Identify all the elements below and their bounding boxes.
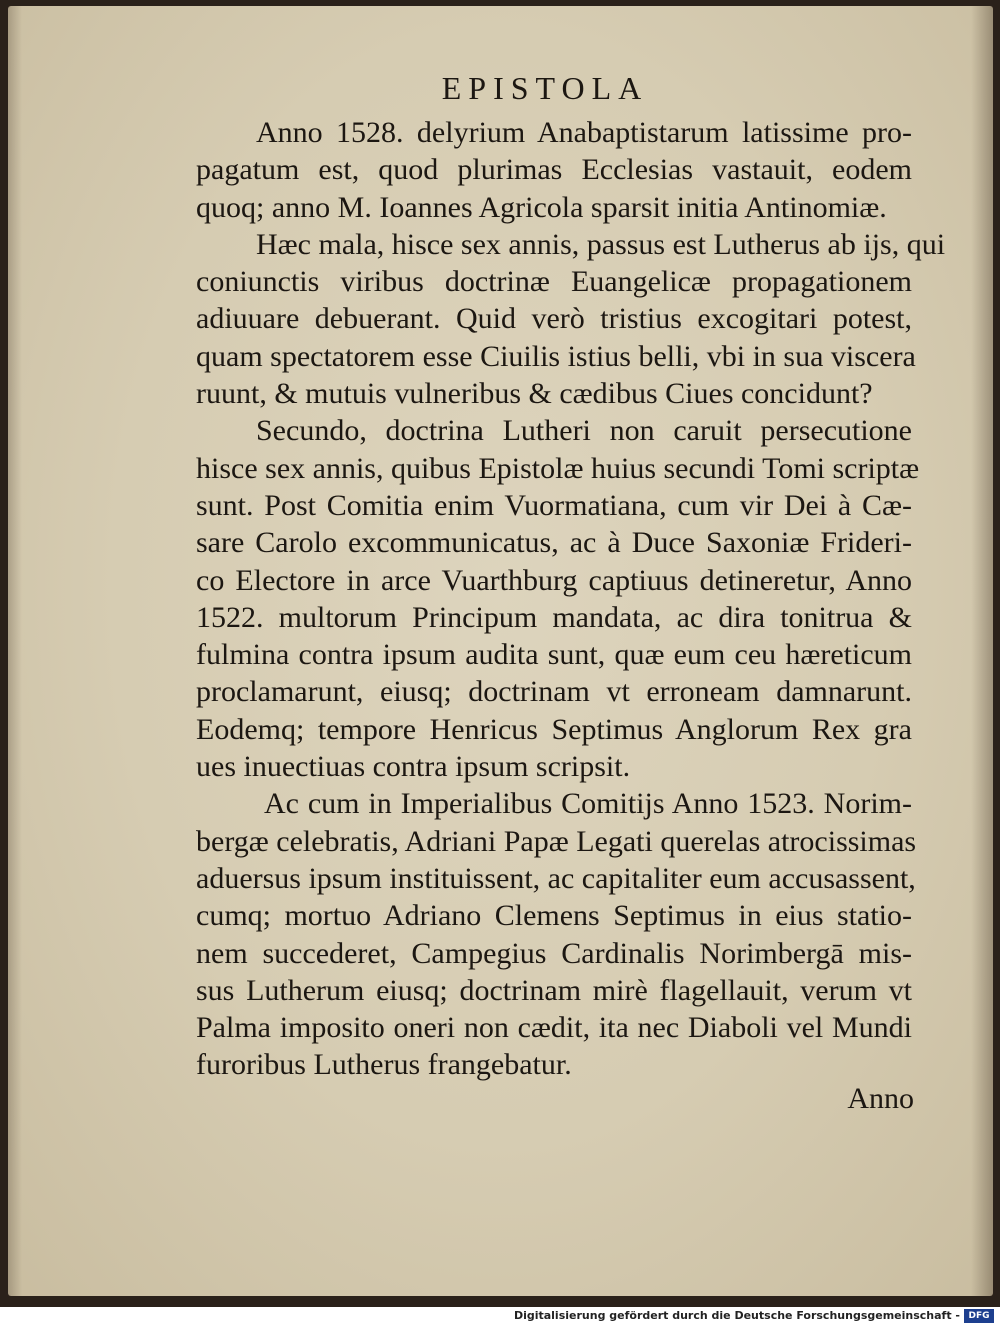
page-shadow-left [8,6,22,1296]
text-line: proclamarunt, eiusq; doctrinam vt erroneam damnarunt. [196,675,912,709]
text-line: furoribus Lutherus frangebatur. [196,1048,572,1082]
text-line: Secundo, doctrina Lutheri non caruit persecutione [256,414,912,448]
text-line: Palma imposito oneri non cædit, ita nec Diaboli vel Mundi [196,1011,912,1045]
funding-credit: Digitalisierung gefördert durch die Deutsche Forschungsgemeinschaft - [513,1309,960,1322]
text-line: Ac cum in Imperialibus Comitijs Anno 1523. Norim- [264,787,912,821]
text-line: adiuuare debuerant. Quid verò tristius excogitari potest, [196,302,912,336]
text-line: ruunt, & mutuis vulneribus & cædibus Ciues concidunt? [196,377,873,411]
page-title: EPISTOLA [441,70,649,106]
text-line: quam spectatorem esse Ciuilis istius belli, vbi in sua viscera [196,339,916,373]
text-line: Anno 1528. delyrium Anabaptistarum latissime pro- [256,116,912,149]
text-line: co Electore in arce Vuarthburg captiuus detineretur, Anno [196,563,912,597]
text-line: cumq; mortuo Adriano Clemens Septimus in eius statio- [196,899,912,933]
dfg-logo-icon: DFG [964,1309,994,1323]
page-shadow-right [971,6,993,1296]
text-line: Eodemq; tempore Henricus Septimus Anglorum Rex gra [196,712,912,746]
text-line: nem succederet, Campegius Cardinalis Norimbergā mis- [196,936,912,970]
text-line: hisce sex annis, quibus Epistolæ huius secundi Tomi scriptæ [196,451,920,485]
body-text [196,114,946,1084]
footer-bar [0,1307,1000,1326]
text-line: coniunctis viribus doctrinæ Euangelicæ propagationem [196,265,912,299]
text-line: bergæ celebratis, Adriani Papæ Legati querelas atrocissimas [196,824,917,858]
text-line: 1522. multorum Principum mandata, ac dira tonitrua & [196,600,912,634]
text-line: pagatum est, quod plurimas Ecclesias vastauit, eodem [196,153,912,187]
text-line: Hæc mala, hisce sex annis, passus est Lutherus ab ijs, qui [256,227,946,261]
text-line: aduersus ipsum instituissent, ac capitaliter eum accusassent, [196,861,916,895]
text-line: sus Lutherum eiusq; doctrinam mirè flagellauit, verum vt [196,973,912,1007]
text-line: ues inuectiuas contra ipsum scripsit. [196,750,631,784]
text-line: quoq; anno M. Ioannes Agricola sparsit initia Antinomiæ. [196,190,887,224]
text-line: fulmina contra ipsum audita sunt, quæ eum ceu hæreticum [196,638,912,672]
text-line: sunt. Post Comitia enim Vuormatiana, cum vir Dei à Cæ- [196,488,912,522]
catchword: Anno [847,1082,914,1115]
text-line: sare Carolo excommunicatus, ac à Duce Saxoniæ Frideri- [196,526,912,560]
